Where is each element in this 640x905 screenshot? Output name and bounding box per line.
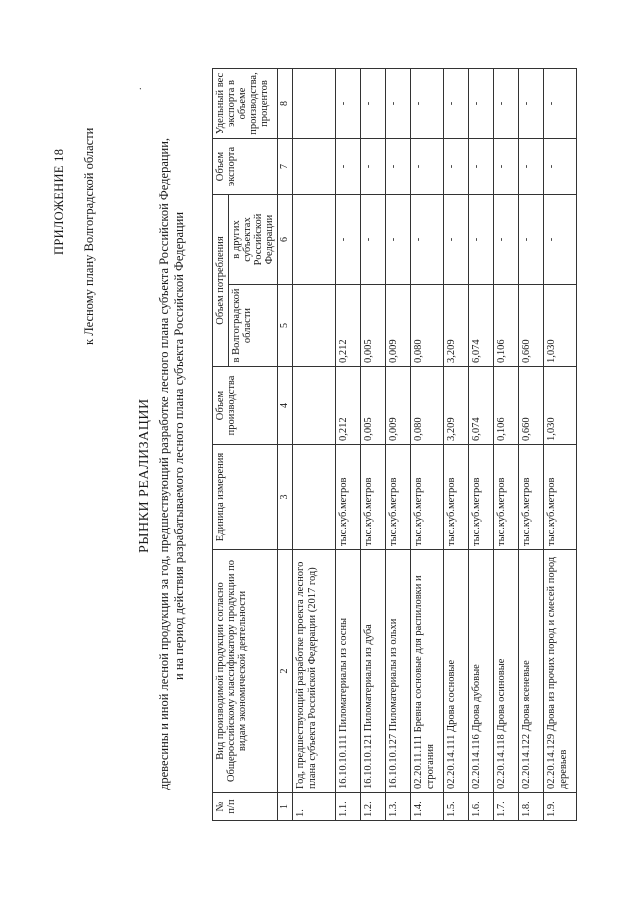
cell-num: 1.1. <box>336 793 361 821</box>
cell-product: 02.20.14.116 Дрова дубовые <box>469 550 494 793</box>
cell-unit: тыс.куб.метров <box>494 445 519 550</box>
cell-num: 1.7. <box>494 793 519 821</box>
cell-consumption-region <box>293 285 336 367</box>
column-number: 5 <box>278 285 293 367</box>
cell-export: - <box>494 139 519 195</box>
table-row <box>444 69 469 821</box>
cell-product: 02.20.14.118 Дрова осиновые <box>494 550 519 793</box>
cell-production: 1,030 <box>544 367 577 445</box>
cell-consumption-other: - <box>494 195 519 285</box>
cell-unit: тыс.куб.метров <box>469 445 494 550</box>
cell-production <box>293 367 336 445</box>
cell-export-share: - <box>544 69 577 139</box>
column-number: 2 <box>278 550 293 793</box>
cell-consumption-other: - <box>386 195 411 285</box>
table-row <box>386 69 411 821</box>
cell-num: 1.5. <box>444 793 469 821</box>
cell-product: 02.20.11.111 Бревна сосновые для распиловки и строгания <box>411 550 444 793</box>
cell-consumption-region: 0,005 <box>361 285 386 367</box>
cell-unit: тыс.куб.метров <box>336 445 361 550</box>
cell-consumption-region: 0,660 <box>519 285 544 367</box>
cell-export-share: - <box>494 69 519 139</box>
table-row <box>544 69 577 821</box>
cell-export: - <box>361 139 386 195</box>
table-row <box>361 69 386 821</box>
cell-production: 0,660 <box>519 367 544 445</box>
cell-product: 02.20.14.122 Дрова ясеневые <box>519 550 544 793</box>
cell-consumption-region: 3,209 <box>444 285 469 367</box>
cell-consumption-region: 0,106 <box>494 285 519 367</box>
cell-unit: тыс.куб.метров <box>544 445 577 550</box>
appendix-title: ПРИЛОЖЕНИЕ 18 <box>52 148 66 255</box>
column-number: 6 <box>278 195 293 285</box>
cell-product: 16.10.10.127 Пиломатериалы из ольхи <box>386 550 411 793</box>
cell-consumption-region: 0,212 <box>336 285 361 367</box>
column-number: 1 <box>278 793 293 821</box>
cell-consumption-other: - <box>361 195 386 285</box>
document-subtitle-line2: и на период действия разрабатываемого лесного плана субъекта Российской Федерации <box>172 211 186 680</box>
cell-consumption-other: - <box>519 195 544 285</box>
cell-production: 0,212 <box>336 367 361 445</box>
header-product: Вид производимой продукции согласно Общероссийскому классификатору продукции по видам экономической деятельности <box>213 550 278 793</box>
cell-consumption-region: 0,080 <box>411 285 444 367</box>
header-export: Объем экспорта <box>213 139 278 195</box>
cell-export: - <box>336 139 361 195</box>
cell-num: 1.4. <box>411 793 444 821</box>
table-row <box>519 69 544 821</box>
document-subtitle-line1: древесины и иной лесной продукции за год, предшествующий разработке лесного плана субъекта Российской Федерации, <box>157 137 171 790</box>
header-consumption-other: в других субъектах Российской Федерации <box>229 195 278 285</box>
scan-mark: . <box>133 87 144 90</box>
cell-unit: тыс.куб.метров <box>444 445 469 550</box>
cell-export: - <box>544 139 577 195</box>
cell-product: 02.20.14.129 Дрова из прочих пород и смесей пород деревьев <box>544 550 577 793</box>
cell-export-share: - <box>519 69 544 139</box>
cell-export: - <box>411 139 444 195</box>
table-row <box>494 69 519 821</box>
cell-export: - <box>519 139 544 195</box>
cell-num: 1.2. <box>361 793 386 821</box>
header-consumption-region: в Волгоградской области <box>229 285 278 367</box>
cell-production: 3,209 <box>444 367 469 445</box>
cell-export: - <box>469 139 494 195</box>
table-row <box>293 69 336 821</box>
cell-consumption-other: - <box>411 195 444 285</box>
cell-export-share: - <box>411 69 444 139</box>
cell-export-share: - <box>444 69 469 139</box>
cell-export-share: - <box>469 69 494 139</box>
cell-consumption-region: 6,074 <box>469 285 494 367</box>
cell-num: 1. <box>293 793 336 821</box>
cell-production: 0,009 <box>386 367 411 445</box>
table-row <box>336 69 361 821</box>
column-number: 8 <box>278 69 293 139</box>
cell-product: 16.10.10.111 Пиломатериалы из сосны <box>336 550 361 793</box>
column-number: 4 <box>278 367 293 445</box>
cell-consumption-other: - <box>544 195 577 285</box>
cell-product: 02.20.14.111 Дрова сосновые <box>444 550 469 793</box>
header-consumption: Объем потребления <box>213 195 229 367</box>
cell-consumption-other: - <box>469 195 494 285</box>
cell-export-share: - <box>386 69 411 139</box>
cell-production: 0,080 <box>411 367 444 445</box>
cell-num: 1.9. <box>544 793 577 821</box>
cell-product: Год, предшествующий разработке проекта лесного плана субъекта Российской Федерации (2017 год) <box>293 550 336 793</box>
cell-unit: тыс.куб.метров <box>411 445 444 550</box>
cell-unit: тыс.куб.метров <box>386 445 411 550</box>
cell-num: 1.6. <box>469 793 494 821</box>
markets-table <box>212 68 577 821</box>
cell-consumption-region: 0,009 <box>386 285 411 367</box>
cell-num: 1.3. <box>386 793 411 821</box>
header-num: № п/п <box>213 793 278 821</box>
cell-export: - <box>444 139 469 195</box>
column-number: 3 <box>278 445 293 550</box>
table-row <box>469 69 494 821</box>
table-row <box>411 69 444 821</box>
cell-consumption-other: - <box>336 195 361 285</box>
cell-export-share <box>293 69 336 139</box>
cell-production: 0,106 <box>494 367 519 445</box>
cell-export-share: - <box>361 69 386 139</box>
appendix-subtitle: к Лесному плану Волгоградской области <box>82 127 96 345</box>
cell-unit: тыс.куб.метров <box>519 445 544 550</box>
cell-consumption-other <box>293 195 336 285</box>
header-production: Объем производства <box>213 367 278 445</box>
cell-export <box>293 139 336 195</box>
cell-production: 0,005 <box>361 367 386 445</box>
column-number: 7 <box>278 139 293 195</box>
header-unit: Единица измерения <box>213 445 278 550</box>
cell-export-share: - <box>336 69 361 139</box>
cell-product: 16.10.10.121 Пиломатериалы из дуба <box>361 550 386 793</box>
cell-production: 6,074 <box>469 367 494 445</box>
cell-consumption-other: - <box>444 195 469 285</box>
cell-export: - <box>386 139 411 195</box>
cell-consumption-region: 1,030 <box>544 285 577 367</box>
cell-unit: тыс.куб.метров <box>361 445 386 550</box>
cell-unit <box>293 445 336 550</box>
cell-num: 1.8. <box>519 793 544 821</box>
document-title: РЫНКИ РЕАЛИЗАЦИИ <box>137 398 152 553</box>
header-export-share: Удельный вес экспорта в объеме производства, процентов <box>213 69 278 139</box>
